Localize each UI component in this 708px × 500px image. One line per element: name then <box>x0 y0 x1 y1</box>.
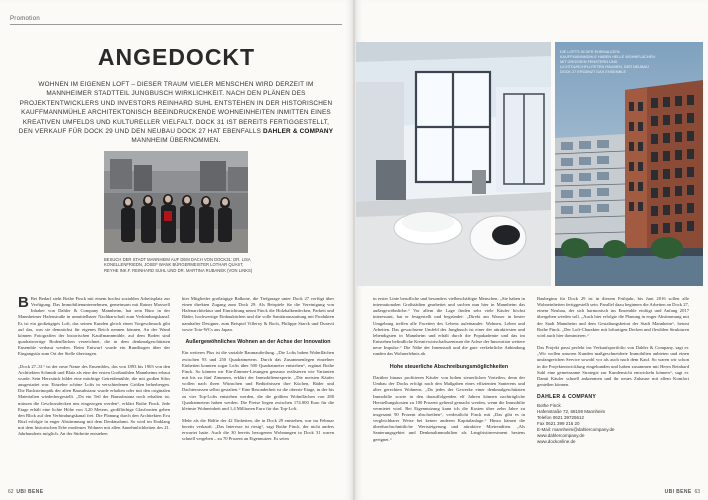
company-contact-box <box>537 394 689 445</box>
company-phone: Telefon 0621 39725612 <box>537 415 585 421</box>
project-website[interactable]: www.dockonline.de <box>537 439 576 445</box>
paragraph: Darüber hinaus profitieren Käufer von hohen steuerlichen Vorteilen, denn der Umbau der Docks erfolgt nach den Maßgaben eines effizienten Sanierens und alter gerechten Wohnens. „Da jedes der Gewerke einer denkmalgeschützten Immobilie sowie in den darauffolgenden elf Jahren können nachträgliche Herstellungskosten zu 100 Prozent geltend gemacht werden, wenn die Immobilie vermietet wird. Bei Eigennutzung kann ich die Kosten über zehn Jahre zu insgesamt 90 Prozent abschreiben“, verdeutlicht Finck mit „Das gibt es in vergleichbarer Weise bei keiner anderen Kapitalanlage.“ Hinzu kämen die überdurchschnittliche Wertsteigerung und attraktive Mietrenditen. „Als Sanierungsgebiet und Denkmalimmobilien als Langfristinvestment bestens geeignet.“ <box>373 375 525 442</box>
contact-person: Bothe Finck <box>537 403 561 409</box>
company-email[interactable]: E-Mail: mannheim@dahlercompany.de <box>537 427 615 433</box>
paragraph: Das Projekt passt perfekt ins Verkaufsportfolio von Dahler & Company, sagt er. „Wir wollen unseren Kunden maßgeschneiderte Immobilien anbieten und einen umfangreichen Service sowohl vor als auch nach dem Kauf. So waren wir schon in die Projektentwicklung eingebunden und haben zusammen mit Herrn Reinhard Suhl eine gemeinsame Strategie zur Kundensicht entwickeln können“, sagt er. Damit Käufer schnell ankommen und ihr neues Zuhause mit allem Komfort genießen können. <box>537 345 689 388</box>
company-fax: Fax 0621 399 216 20 <box>537 421 580 427</box>
render-caption: DIE LOFTS IN DER EHEMALIGEN KAUFFMANNMÜHLE HABEN HELLE WOHNFLÄCHEN MIT GROSSEN FENSTERN UND LICHTDURCHFLUTETEN RÄUMEN, DER NEUBAU DOCK 27 ERGÄNZT DAS ENSEMBLE <box>560 50 655 74</box>
page-number: 63 <box>694 489 700 495</box>
company-name: DAHLER & COMPANY <box>537 394 597 401</box>
company-website[interactable]: www.dahlercompany.de <box>537 433 585 439</box>
right-page <box>355 0 708 500</box>
paragraph: Baubeginn für Dock 29 ist in diesem Frühjahr, bis Juni 2016 sollen alle Wohneinheiten fertiggestellt sein. Parallel dazu beginnen die Arbeiten an Dock 27, einem Neubau, der sich harmonisch ins Ensemble einfügt und Anfang 2017 übergeben werden soll. „Auch hier erfolgte die Planung in enger Abstimmung mit der Stadt Mannheim und dem Gestaltungsbeirat der Stadt Mannheim“, betont Bothe Finck. „Der Loft-Charakter mit loftartigen Decken und flexiblen Strukturen wird auch hier dominieren.“ <box>537 296 689 338</box>
building-render <box>555 42 703 286</box>
photo-caption: BESUCH DER STADT MANNHEIM AUF DEM DACH VON DOCK31: DR. LISA KONELLENFRIEDN, JOSEF WANK BÜRGERMEISTER LOTHAR QUAST, REYHE INK.F. REINHARD SUHL UND DR. MARTINA RUBANEK (VON LINKS) <box>104 257 253 273</box>
paragraph <box>18 296 170 358</box>
page-number: 62 <box>8 489 14 495</box>
paragraph: Mehr als die Hälfte der 42 Einheiten, die in Dock 29 entstehen, war im Februar bereits verkauft. „Das Interesse ist riesig“, sagt Bothe Finck, der nicht anders erwartet hatte. Auch die 30 bereits bezogenen Wohnungen in Dock 31 waren schnell vergeben – zu 70 Prozent an Eigennutzer. Es seien <box>182 418 334 442</box>
paragraph: Ein weiteres Plus ist die variable Raumaufteilung. „Die Lofts haben Wohnflächen zwischen 93 und 250 Quadratmetern. Durch das Zusammenlegen einzelner Einheiten konnten sogar Lofts über 500 Quadratmeter entstehen“, ergänzt Bothe Finck. So können wir Ein-Zimmer-Lösungen genauso realisieren wie Varianten mit bis zu fünf Zimmern, erklärt der Immobilienexperte. „Die meisten Käufer wollen nach ihren Wünschen und Bedürfnissen ihre Küchen, Bäder und Dachterrassen selbst gestalten.“ Eine Besonderheit ist die oberste Etage, in der bis zu vier Top-Lofts entstehen werden, die die größten Wohnflächen von 280 Quadratmetern haben werden. Die Preise liegen zwischen 174.000 Euro für die kleinste Wohneinheit und 1,4 Millionen Euro für das Top-Loft. <box>182 350 334 411</box>
building-render-image <box>555 42 703 286</box>
text-column-4 <box>537 296 689 445</box>
subheading: Außergewöhnliches Wohnen an der Achse der Innovation <box>185 338 331 345</box>
text-column-1 <box>18 296 170 443</box>
company-address: Hafenstraße 72, 68159 Mannheim <box>537 409 606 415</box>
deck-text-2: MANNHEIM ÜBERNOMMEN. <box>131 137 221 145</box>
text-column-2 <box>182 296 334 449</box>
paragraph: hier Mitglieder großzügige Balkone, die Tiefgarage unter Dock 27 verfügt über einen direkten Zugang zum Dock 29. Als Beispiele für die Vereinigung von Hafenarchitektur und Einrichtung nennt Finck die Holzbalkendecken, Parkett und Bäder, hochwertige Einbauküchen und die volle Sanitärausstattung mit Produkten namhafter Designer, zum Beispiel Villeroy & Boch, Philippe Starck und Duravit sowie Toto-WCs aus Japan. <box>182 296 334 332</box>
magazine-name: UBI BENE <box>664 489 692 495</box>
left-page <box>0 0 353 500</box>
article-title: ANGEDOCKT <box>97 44 256 70</box>
deck-text-1: WOHNEN IM EIGENEN LOFT – DIESER TRAUM VIELER MENSCHEN WIRD DERZEIT IM MANNHEIMER STADTTEIL JUNGBUSCH WIRKLICHKEIT. NACH DEN PLÄNEN DES PROJEKTENTWICKLERS UND INVESTORS REINHARD SUHL ENTSTEHEN IN DER HISTORISCHEN KAUFFMANNMÜHLE ARCHITEKTONISCH BEEINDRUCKENDE WOHNEINHEITEN INMITTEN EINES KREATIVEN UMFELDS UND KULTURELLER VIELFALT. DOCK 31 IST BEREITS FERTIGGESTELLT, DEN VERKAUF FÜR DOCK 29 UND DEN NEUBAU DOCK 27 HAT EBENFALLS <box>18 81 333 136</box>
drop-cap: B <box>18 294 29 311</box>
subheading: Hohe steuerliche Abschreibungsmöglichkeiten <box>389 363 509 370</box>
interior-render <box>356 42 551 286</box>
paragraph-text: Bei Bedarf steht Bothe Finck mit einem hochst soziablen Arbeitsplatz zur Verfügung. Das Immobilienunternehmen, gemeinsam mit Rainer Maxwell Inhaber von Dahler & Company Mannheim, hat sein Büro in der Mannheimer Hafenstraße in unmittelbarer Nachbarschaft zum Verbindungskanal. Es ist ein großzügiges Loft, das seinen Kunden gleich einen Vorgeschmack gibt auf das, was sie demnächst für eigenes Reich nennen können. An der Wand können Fotografien der historischen Kauffmannmühle, auf dem Boden sind quadratwertige Bodenflächen verzeichnet, die in dem denkmalgeschützten Ensemble verbaut werden. Beim Entwurf wurde ein Rundbogen über der Eingangstür zum Ort der Stelle übertragen. <box>18 296 170 357</box>
text-column-3 <box>373 296 525 449</box>
right-footer <box>665 489 700 495</box>
deck-company: DAHLER & COMPANY <box>263 128 334 136</box>
header-rule <box>10 24 342 25</box>
interior-render-image <box>356 42 551 286</box>
paragraph: in erster Linie berufliche und besonders vielbeschäftigte Menschen. „Sie haben in internationalen Großstädten gearbeitet und suchen nun hier in Mannheim das außergewöhnliche.“ Vor allem die Lage finden sehr viele Käufer höchst interessant, hat er festgestellt und begründet: „Direkt am Wasser in bester Umgebung treffen alle Facetten des Lebens aufeinander. Wohnen, Leben und Arbeiten. Das gewachsene Umfeld des Jungbusch ist einer der attraktivsten und lebendigsten in Mannheim und erhält durch die Popakademie und das im Entstehen befindliche Kreativwirtschaftszentrum die Achse der Innovation weitere neue Impulse.“ Die Nähe der Innenstadt und die gute verkehrliche Anbindung runden das Wohnerlebnis ab. <box>373 296 525 357</box>
section-label: Promotion <box>10 16 41 22</box>
group-photo <box>104 151 248 253</box>
paragraph: „Dock 27–31“ ist der neue Name des Ensembles, das von 1893 bis 1903 von den Architekten Schmidt und Blatz als eine der ersten Großmühlen Mannheims erbaut wurde. Sein Herzstück bildet eine mächtige Getreidemühle, die mit großen Silos ausgestattet war. Einzelne schöne Lofts in verschiedenen Größen beherbergen. Die Backsteinoptik der alten Bausubstanz wurde erhalten oder mit den originalen Materialien wiederhergestellt. „Da ein Teil der Bausubstanz noch erhalten ist, müssen die Geschossdecken neu eingezogen werden“, erklärt Bothe Finck. Jede Etage erhält eine lichte Höhe von 3,20 Metern, großflächige Glasfronten geben den Blick auf den Verbindungskanal frei. Die Planung durch den Architekten Eva Ritzl erfolgte in enger Abstimmung mit dem Denkmalamt. So wird im Einklang mit dem historischen Erbe modernes Wohnen mit allen Annehmlichkeiten des 21. Jahrhunderts möglich. An der Südseite entstehen <box>18 363 170 437</box>
left-footer <box>8 489 43 495</box>
article-deck <box>18 80 334 146</box>
magazine-name: UBI BENE <box>16 489 44 495</box>
group-photo-image <box>104 151 248 253</box>
